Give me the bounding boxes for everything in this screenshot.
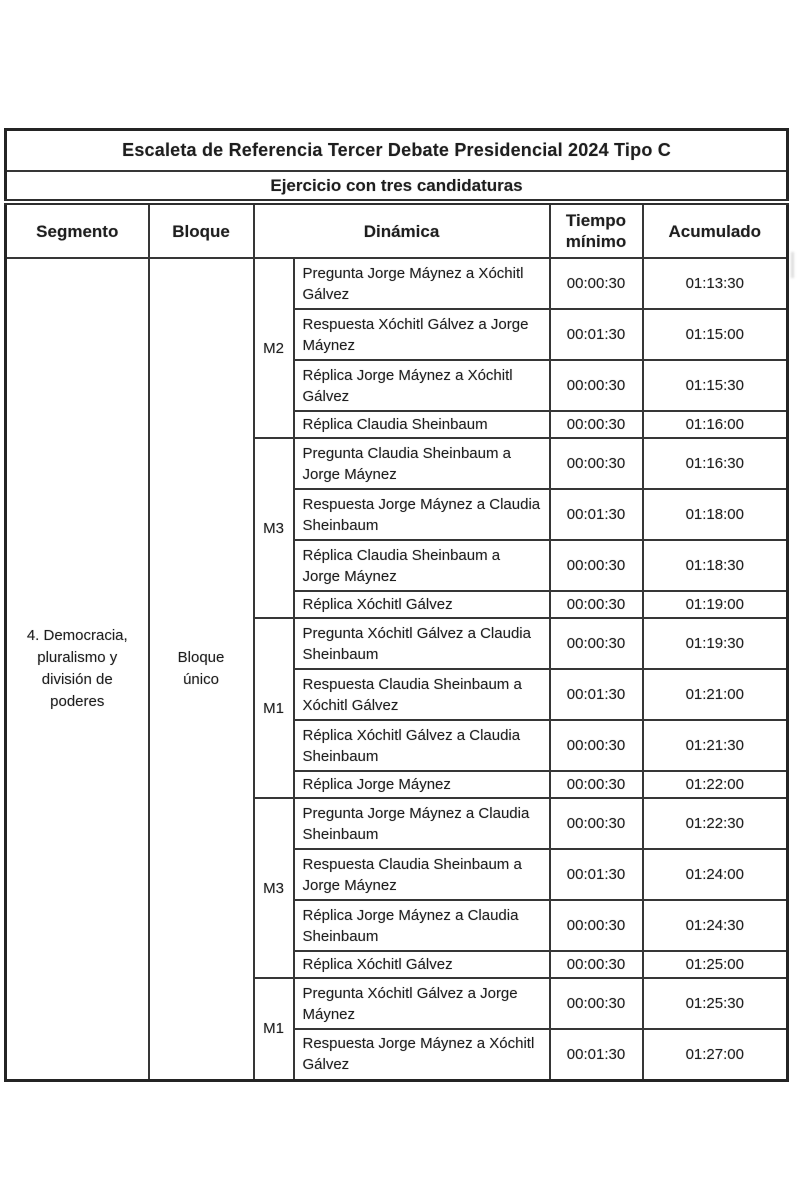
tiempo-cell: 00:01:30 xyxy=(550,309,643,360)
tiempo-cell: 00:01:30 xyxy=(550,1029,643,1080)
acumulado-cell: 01:15:30 xyxy=(643,360,788,411)
acumulado-cell: 01:16:30 xyxy=(643,438,788,489)
moderator-block-label: M2 xyxy=(254,258,294,438)
table-title-row xyxy=(6,130,788,172)
tiempo-cell: 00:00:30 xyxy=(550,618,643,669)
moderator-block-label: M3 xyxy=(254,798,294,978)
header-tiempo-minimo: Tiempo mínimo xyxy=(550,202,643,258)
tiempo-cell: 00:00:30 xyxy=(550,258,643,309)
acumulado-cell: 01:13:30 xyxy=(643,258,788,309)
escaleta-table xyxy=(4,128,789,1082)
acumulado-cell: 01:25:00 xyxy=(643,951,788,978)
tiempo-cell: 00:01:30 xyxy=(550,849,643,900)
acumulado-cell: 01:18:00 xyxy=(643,489,788,540)
dinamica-cell: Réplica Claudia Sheinbaum a Jorge Máynez xyxy=(294,540,550,591)
dinamica-cell: Respuesta Jorge Máynez a Claudia Sheinbaum xyxy=(294,489,550,540)
dinamica-cell: Respuesta Claudia Sheinbaum a Xóchitl Gálvez xyxy=(294,669,550,720)
dinamica-cell: Respuesta Claudia Sheinbaum a Jorge Máynez xyxy=(294,849,550,900)
dinamica-cell: Réplica Claudia Sheinbaum xyxy=(294,411,550,438)
dinamica-cell: Pregunta Xóchitl Gálvez a Claudia Sheinbaum xyxy=(294,618,550,669)
tiempo-cell: 00:01:30 xyxy=(550,489,643,540)
moderator-block-label: M3 xyxy=(254,438,294,618)
tiempo-cell: 00:00:30 xyxy=(550,540,643,591)
column-header-row xyxy=(6,202,788,258)
acumulado-cell: 01:15:00 xyxy=(643,309,788,360)
acumulado-cell: 01:18:30 xyxy=(643,540,788,591)
acumulado-cell: 01:24:00 xyxy=(643,849,788,900)
table-subtitle-row xyxy=(6,171,788,202)
scan-artifact xyxy=(791,252,794,278)
dinamica-cell: Réplica Jorge Máynez a Xóchitl Gálvez xyxy=(294,360,550,411)
dinamica-cell: Réplica Jorge Máynez a Claudia Sheinbaum xyxy=(294,900,550,951)
dinamica-cell: Réplica Xóchitl Gálvez a Claudia Sheinbaum xyxy=(294,720,550,771)
tiempo-cell: 00:00:30 xyxy=(550,771,643,798)
dinamica-cell: Respuesta Jorge Máynez a Xóchitl Gálvez xyxy=(294,1029,550,1080)
dinamica-cell: Pregunta Claudia Sheinbaum a Jorge Máynez xyxy=(294,438,550,489)
tiempo-cell: 00:00:30 xyxy=(550,438,643,489)
acumulado-cell: 01:22:30 xyxy=(643,798,788,849)
document-title: Escaleta de Referencia Tercer Debate Presidencial 2024 Tipo C xyxy=(6,130,788,172)
acumulado-cell: 01:19:30 xyxy=(643,618,788,669)
acumulado-cell: 01:21:30 xyxy=(643,720,788,771)
dinamica-cell: Réplica Xóchitl Gálvez xyxy=(294,951,550,978)
tiempo-cell: 00:01:30 xyxy=(550,669,643,720)
dinamica-cell: Pregunta Jorge Máynez a Claudia Sheinbaum xyxy=(294,798,550,849)
segmento-cell: 4. Democracia, pluralismo y división de poderes xyxy=(6,258,149,1080)
moderator-block-label: M1 xyxy=(254,618,294,798)
acumulado-cell: 01:16:00 xyxy=(643,411,788,438)
header-acumulado: Acumulado xyxy=(643,202,788,258)
bloque-cell: Bloque único xyxy=(149,258,254,1080)
tiempo-cell: 00:00:30 xyxy=(550,360,643,411)
header-dinamica: Dinámica xyxy=(254,202,550,258)
tiempo-cell: 00:00:30 xyxy=(550,900,643,951)
acumulado-cell: 01:27:00 xyxy=(643,1029,788,1080)
table-row xyxy=(6,258,788,309)
dinamica-cell: Respuesta Xóchitl Gálvez a Jorge Máynez xyxy=(294,309,550,360)
dinamica-cell: Pregunta Xóchitl Gálvez a Jorge Máynez xyxy=(294,978,550,1029)
acumulado-cell: 01:24:30 xyxy=(643,900,788,951)
tiempo-cell: 00:00:30 xyxy=(550,951,643,978)
tiempo-cell: 00:00:30 xyxy=(550,798,643,849)
acumulado-cell: 01:21:00 xyxy=(643,669,788,720)
dinamica-cell: Réplica Xóchitl Gálvez xyxy=(294,591,550,618)
acumulado-cell: 01:19:00 xyxy=(643,591,788,618)
tiempo-cell: 00:00:30 xyxy=(550,411,643,438)
dinamica-cell: Réplica Jorge Máynez xyxy=(294,771,550,798)
header-bloque: Bloque xyxy=(149,202,254,258)
document-subtitle: Ejercicio con tres candidaturas xyxy=(6,171,788,202)
acumulado-cell: 01:22:00 xyxy=(643,771,788,798)
moderator-block-label: M1 xyxy=(254,978,294,1080)
tiempo-cell: 00:00:30 xyxy=(550,591,643,618)
header-segmento: Segmento xyxy=(6,202,149,258)
tiempo-cell: 00:00:30 xyxy=(550,720,643,771)
tiempo-cell: 00:00:30 xyxy=(550,978,643,1029)
dinamica-cell: Pregunta Jorge Máynez a Xóchitl Gálvez xyxy=(294,258,550,309)
acumulado-cell: 01:25:30 xyxy=(643,978,788,1029)
